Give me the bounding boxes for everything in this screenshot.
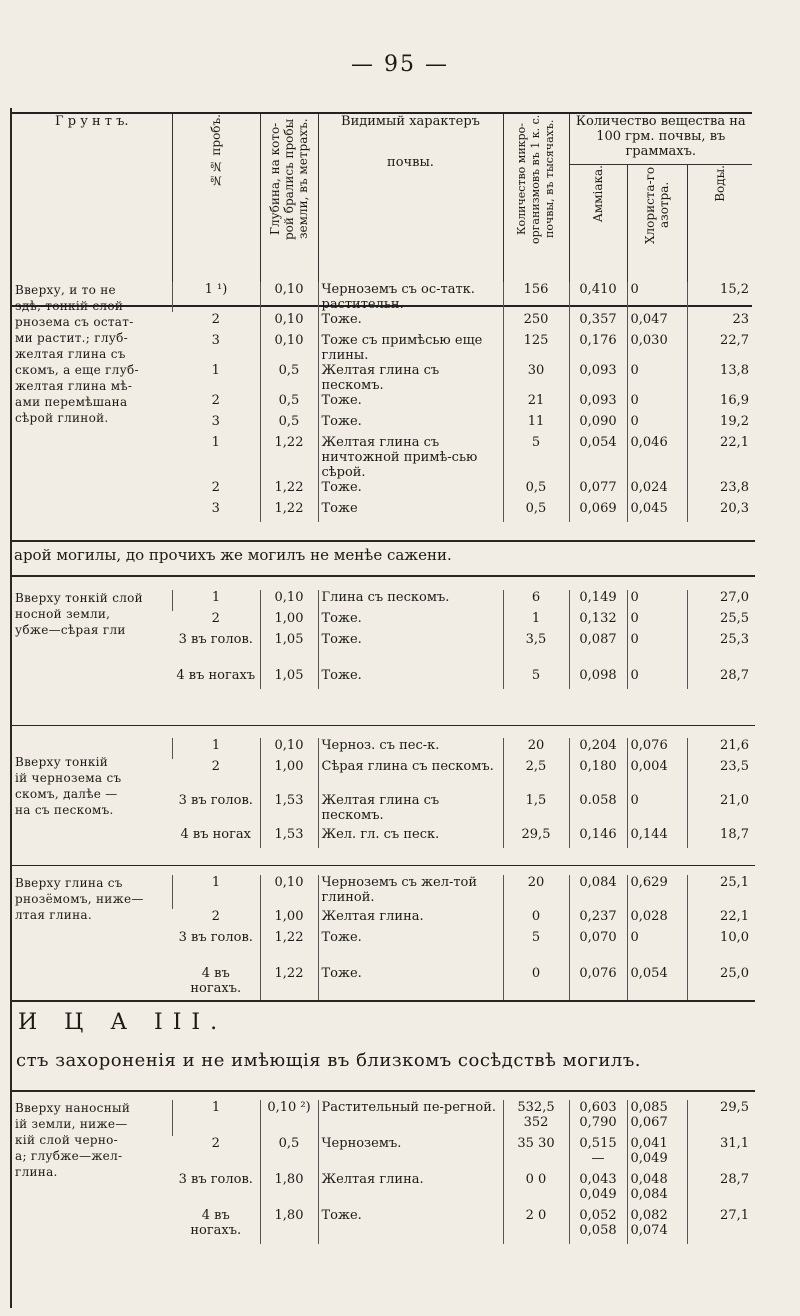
table-cell: 2 [211,909,220,924]
table-cell: Черноз. съ пес-к. [318,738,503,759]
table-cell: Жел. гл. съ песк. [318,827,503,848]
table-cell: 29,5 [687,1100,752,1136]
note-grave-distance: арой могилы, до прочихъ же могилъ не менѣе сажени. [14,546,452,564]
table-cell: Тоже. [318,611,503,632]
table-cell: 3,5 [503,632,569,668]
table-cell: 2,5 [503,759,569,793]
table-cell: 3 [211,333,220,348]
table-cell: 0,5 [260,393,318,414]
table-cell: 0,070 [569,930,627,966]
table-cell: Тоже. [318,414,503,435]
table-cell: Желтая глина съ пескомъ. [318,793,503,827]
header-character: Видимый характеръ почвы. [318,113,503,306]
table-cell: 0,093 [569,363,627,393]
table-cell: 0,085 0,067 [627,1100,687,1136]
table-cell: 22,1 [687,909,752,930]
table-cell: 1,80 [260,1172,318,1208]
section-4-table [12,875,752,1000]
table-cell: 0,054 [627,966,687,1000]
table-cell: Тоже [318,501,503,522]
table-cell: 1,22 [260,966,318,1000]
table-cell: 1 ¹) [172,282,260,312]
table-cell: 0,048 0,084 [627,1172,687,1208]
table-cell: Растительный пе-регной. [318,1100,503,1136]
table-cell: 0 [503,966,569,1000]
table-cell: 0,629 [627,875,687,909]
table-cell: 1,00 [260,611,318,632]
table-cell: 0,603 0,790 [569,1100,627,1136]
table-cell: 0,076 [627,738,687,759]
table-cell: 28,7 [687,1172,752,1208]
table-cell: 2 [211,611,220,626]
table-cell: 0,144 [627,827,687,848]
table-cell: 4 въ ногахъ. [190,966,242,996]
table-cell: Тоже. [318,1208,503,1244]
table-cell: Тоже. [318,393,503,414]
table-cell: 21 [503,393,569,414]
table-cell: 0,5 [503,480,569,501]
table-cell: 16,9 [687,393,752,414]
header-quantity: Количество вещества на 100 грм. почвы, въ граммахъ. [569,113,752,165]
table-cell: 0,10 ²) [260,1100,318,1136]
table-cell: Желтая глина. [318,1172,503,1208]
table-cell: 0 [627,590,687,611]
table-cell: 0,5 [503,501,569,522]
table-cell: 28,7 [687,668,752,689]
table-cell: 3 въ голов. [178,1172,253,1187]
table-cell: 21,6 [687,738,752,759]
divider [10,1090,755,1092]
table-cell: 1 [211,363,220,378]
table-cell: 27,1 [687,1208,752,1244]
table-cell: 250 [503,312,569,333]
table-cell: Тоже. [318,930,503,966]
table-cell: 25,3 [687,632,752,668]
table-cell: 0,030 [627,333,687,363]
table-cell: 0,357 [569,312,627,333]
table-cell: 1,00 [260,759,318,793]
table-cell: 2 [211,1136,220,1151]
header-microorganisms: Количество микро-организмовъ въ 1 к. с. почвы, въ тысячахъ. [503,113,569,306]
table-cell: 1 [172,590,260,611]
table-cell: Желтая глина съ ничтожной примѣ-сью сѣрой. [318,435,503,480]
table-cell: 29,5 [503,827,569,848]
section-5-ground: Вверху наносный ій земли, ниже— кій слой черно- а; глубже—жел- глина. [15,1101,131,1179]
table-cell: 35 30 [503,1136,569,1172]
table-cell: 6 [503,590,569,611]
page-number: — 95 — [351,52,449,77]
table-cell: Сѣрая глина съ пескомъ. [318,759,503,793]
table-cell: 0,515 — [569,1136,627,1172]
header-water: Воды. [687,165,752,307]
table-cell: 1,22 [260,930,318,966]
table-cell: 25,5 [687,611,752,632]
header-chloride: Хлориста-го азотра. [627,165,687,307]
table-cell: 3 въ голов. [178,793,253,808]
header-ammonia: Амміака. [569,165,627,307]
table-cell: 15,2 [687,282,752,312]
table-cell: 1,80 [260,1208,318,1244]
table-cell: 25,0 [687,966,752,1000]
table-cell: 0,041 0,049 [627,1136,687,1172]
table-cell: 0,077 [569,480,627,501]
divider [10,865,755,866]
table-cell: 4 въ ногах [180,827,251,842]
table-cell: 0,10 [260,590,318,611]
table-cell: 0,084 [569,875,627,909]
table-cell: 19,2 [687,414,752,435]
table-cell: 0,045 [627,501,687,522]
table-cell: 1,05 [260,668,318,689]
table-cell: 1 [172,1100,260,1136]
table-cell: 3 [211,501,220,516]
table-cell: 1 [211,435,220,450]
table-cell: 4 въ ногахъ. [190,1208,242,1238]
table-cell: 0,146 [569,827,627,848]
table-cell: 0,043 0,049 [569,1172,627,1208]
header-sample-no: №№ пробъ. [172,113,260,306]
table-cell: 1,5 [503,793,569,827]
table-cell: 20 [503,875,569,909]
section-4-ground: Вверху глина съ рнозёмомъ, ниже— лтая глина. [15,876,144,922]
table-cell: 18,7 [687,827,752,848]
table-cell: 0 [627,668,687,689]
table-cell: 0,10 [260,312,318,333]
section-subheading: стъ захороненія и не имѣющія въ близкомъ сосѣдствѣ могилъ. [16,1050,641,1071]
table-cell: 0,054 [569,435,627,480]
table-cell: 2 [211,480,220,495]
table-cell: 0,5 [260,363,318,393]
divider [10,575,755,577]
table-cell: Желтая глина. [318,909,503,930]
table-cell: Тоже. [318,480,503,501]
table-cell: 0,082 0,074 [627,1208,687,1244]
table-cell: 0 [627,793,687,827]
table-cell: 5 [503,435,569,480]
divider [10,725,755,726]
table-cell: 3 [211,414,220,429]
table-cell: 11 [503,414,569,435]
table-cell: 0,028 [627,909,687,930]
table-cell: 3 въ голов. [178,632,253,647]
table-cell: 0,076 [569,966,627,1000]
table-cell: 1,05 [260,632,318,668]
table-cell: Черноземъ съ жел-той глиной. [318,875,503,909]
section-3-table [12,738,752,848]
table-cell: 0,149 [569,590,627,611]
table-cell: 1,22 [260,435,318,480]
table-cell: 3 въ голов. [178,930,253,945]
table-cell: 1,00 [260,909,318,930]
table-cell: 0,10 [260,282,318,312]
table-cell: 532,5 352 [503,1100,569,1136]
table-cell: 21,0 [687,793,752,827]
table-cell: 1 [503,611,569,632]
divider [10,1000,755,1002]
table-cell: Тоже. [318,966,503,1000]
table-cell: 22,1 [687,435,752,480]
section-heading: И Ц А III. [18,1010,228,1035]
table-cell: 0,180 [569,759,627,793]
table-cell: 23,8 [687,480,752,501]
table-cell: Глина съ пескомъ. [318,590,503,611]
table-cell: Желтая глина съ пескомъ. [318,363,503,393]
table-cell: 0,069 [569,501,627,522]
table-cell: 2 0 [503,1208,569,1244]
table-header [12,112,752,307]
table-cell: Черноземъ. [318,1136,503,1172]
header-depth: Глубина, на кото-рой брались пробы земли, въ метрахъ. [260,113,318,306]
table-cell: 0,176 [569,333,627,363]
table-cell: 0,410 [569,282,627,312]
table-cell: 0,024 [627,480,687,501]
table-cell: 0,004 [627,759,687,793]
table-cell: 20,3 [687,501,752,522]
divider [10,540,755,542]
table-cell: 1,22 [260,480,318,501]
table-cell: 2 [211,759,220,774]
table-cell: 0 [627,414,687,435]
section-2-ground: Вверху тонкій слой носной земли, убже—сѣрая гли [15,591,143,637]
table-cell: 0 [503,909,569,930]
table-cell: 0 [627,282,687,312]
table-cell: 0,098 [569,668,627,689]
table-cell: 1,53 [260,793,318,827]
section-3-ground: Вверху тонкій ій чернозема съ скомъ, далѣе — на съ пескомъ. [15,755,122,817]
table-cell: 0.058 [569,793,627,827]
table-cell: 0,10 [260,333,318,363]
table-cell: 13,8 [687,363,752,393]
section-1-ground: Вверху, и то не здѣ, тонкій слой рнозема съ остат- ми растит.; глуб- желтая глина съ скомъ, а еще глуб- желтая глина мѣ- ами перемѣшана сѣрой глиной. [15,283,139,425]
table-cell: 125 [503,333,569,363]
table-cell: 1 [172,875,260,909]
table-cell: 0,132 [569,611,627,632]
table-cell: 31,1 [687,1136,752,1172]
table-cell: 0 0 [503,1172,569,1208]
table-cell: 2 [211,312,220,327]
table-cell: Тоже. [318,312,503,333]
header-ground: Г р у н т ъ. [12,113,172,306]
section-2-table [12,590,752,689]
table-cell: 20 [503,738,569,759]
table-cell: 27,0 [687,590,752,611]
table-cell: 5 [503,668,569,689]
table-cell: 0,204 [569,738,627,759]
table-cell: 0,090 [569,414,627,435]
table-cell: 0 [627,393,687,414]
table-cell: 0,052 0,058 [569,1208,627,1244]
table-cell: 0,5 [260,1136,318,1172]
table-cell: 4 въ ногахъ [176,668,256,683]
section-5-table [12,1100,752,1244]
table-cell: 22,7 [687,333,752,363]
table-cell: Тоже. [318,632,503,668]
table-cell: 0,047 [627,312,687,333]
table-cell: 25,1 [687,875,752,909]
table-cell: 10,0 [687,930,752,966]
table-cell: 0 [627,363,687,393]
table-cell: 0,237 [569,909,627,930]
table-cell: 1,22 [260,501,318,522]
table-cell: 2 [211,393,220,408]
table-cell: 0,087 [569,632,627,668]
table-cell: 0,10 [260,875,318,909]
table-cell: Тоже съ примѣсью еще глины. [318,333,503,363]
table-cell: 0,093 [569,393,627,414]
table-cell: 23,5 [687,759,752,793]
table-cell: 0 [627,930,687,966]
table-cell: 30 [503,363,569,393]
table-cell: 0,10 [260,738,318,759]
table-cell: 0,046 [627,435,687,480]
table-cell: 1,53 [260,827,318,848]
table-cell: 0,5 [260,414,318,435]
table-cell: 5 [503,930,569,966]
table-cell: 1 [172,738,260,759]
table-cell: 23 [687,312,752,333]
table-cell: 0 [627,632,687,668]
table-cell: Тоже. [318,668,503,689]
table-cell: Черноземъ съ ос-татк. растительн. [318,282,503,312]
section-1-table [12,282,752,522]
table-cell: 0 [627,611,687,632]
table-cell: 156 [503,282,569,312]
